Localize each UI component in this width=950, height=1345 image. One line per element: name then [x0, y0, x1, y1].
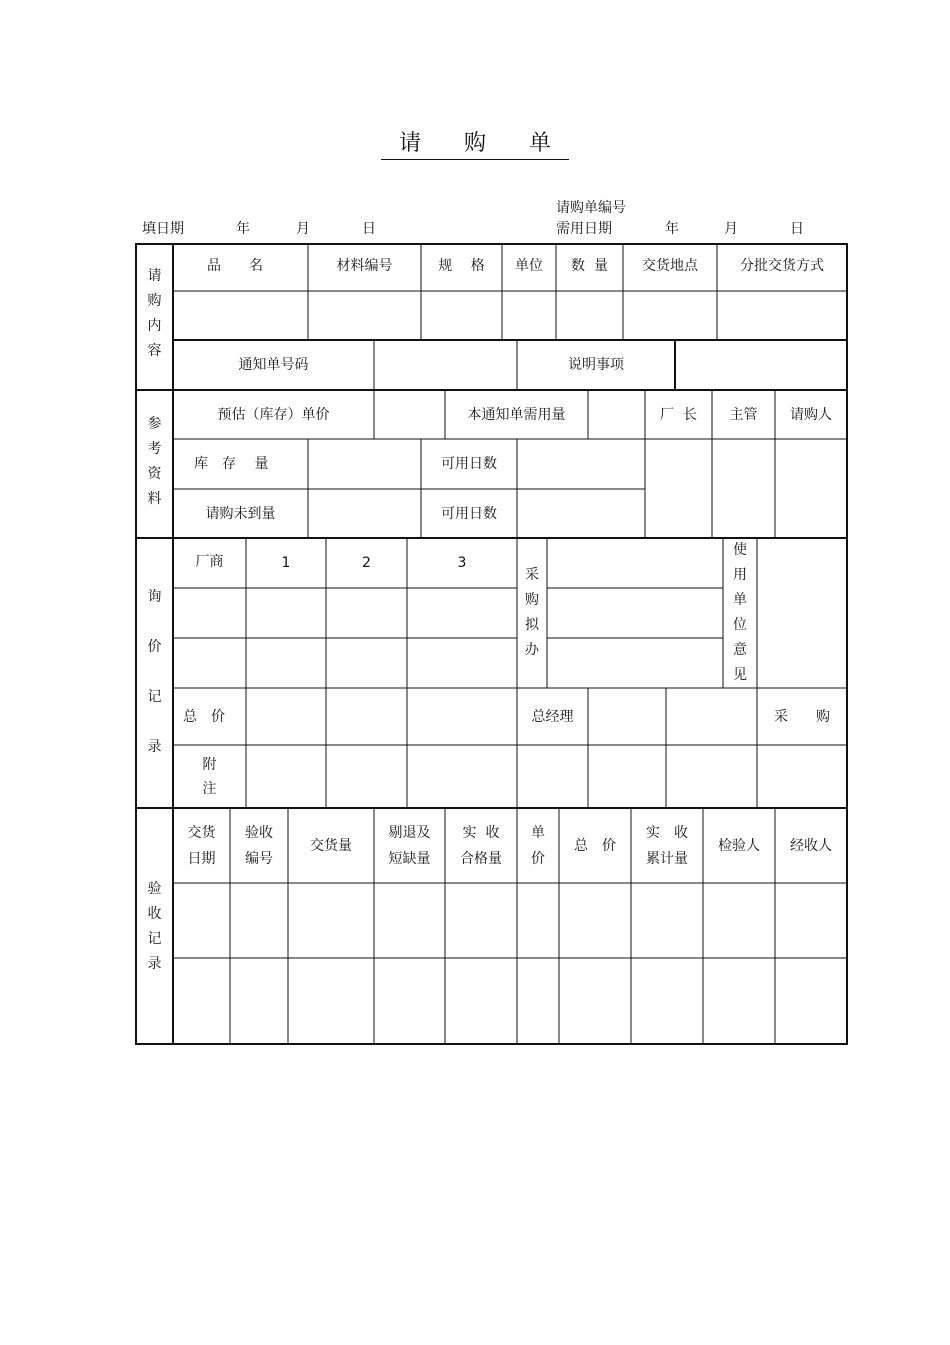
total-price-label: 总 价 [183, 708, 225, 725]
col-quantity: 数 量 [571, 258, 608, 274]
col-inspection-no: 验收 编号 [245, 824, 273, 867]
available-days-label-2: 可用日数 [441, 505, 497, 522]
supervisor-label: 主管 [729, 406, 758, 423]
col-cumulative-qty: 实 收 累计量 [646, 824, 688, 867]
col-delivery-qty: 交货量 [310, 837, 352, 854]
col-unit-price: 单 价 [531, 824, 545, 867]
col-delivery-date: 交货 日期 [187, 824, 216, 867]
col-batch-delivery: 分批交货方式 [740, 258, 824, 274]
required-qty-label: 本通知单需用量 [467, 406, 566, 423]
col-unit: 单位 [515, 258, 543, 274]
section-reference-label: 参 考 资 料 [147, 416, 162, 507]
vendor-2-label: 2 [362, 555, 371, 571]
fill-month-label: 月 [296, 221, 310, 237]
purchase-plan-label: 采 购 拟 办 [525, 567, 539, 658]
vendor-label: 厂商 [195, 554, 224, 570]
section-acceptance-label: 验 收 记 录 [147, 881, 162, 972]
factory-head-label: 厂 长 [660, 406, 697, 423]
need-month-label: 月 [724, 221, 738, 237]
general-manager-label: 总经理 [531, 708, 574, 725]
order-number-label: 请购单编号 [556, 200, 626, 216]
section-inquiry-label: 询 价 记 录 [147, 589, 162, 755]
col-total-price: 总 价 [574, 837, 616, 854]
user-opinion-label: 使 用 单 位 意 见 [733, 542, 747, 683]
col-material-no: 材料编号 [336, 258, 393, 274]
fill-date-label: 填日期 [142, 221, 184, 237]
available-days-label-1: 可用日数 [441, 456, 497, 472]
fill-year-label: 年 [236, 221, 250, 237]
notes-label: 附 注 [202, 756, 217, 797]
vendor-1-label: 1 [281, 555, 291, 571]
col-receiver: 经收人 [790, 837, 832, 854]
requester-label: 请购人 [790, 406, 832, 423]
remarks-label: 说明事项 [568, 357, 624, 373]
col-inspector: 检验人 [718, 837, 760, 854]
col-spec: 规 格 [438, 258, 485, 274]
col-qualified-qty: 实 收 合格量 [460, 824, 502, 867]
page-title: 请 购 单 [0, 126, 950, 160]
col-item-name: 品 名 [207, 258, 263, 274]
notice-number-label: 通知单号码 [238, 357, 309, 373]
stock-qty-label: 库 存 量 [194, 456, 269, 472]
section-content-label: 请 购 内 容 [147, 268, 162, 359]
estimated-price-label: 预估（库存）单价 [217, 406, 330, 423]
need-day-label: 日 [790, 221, 804, 237]
vendor-3-label: 3 [457, 555, 467, 571]
fill-day-label: 日 [362, 221, 376, 237]
undelivered-qty-label: 请购未到量 [205, 505, 276, 522]
col-delivery-place: 交货地点 [642, 258, 698, 274]
need-date-label: 需用日期 [556, 221, 612, 237]
need-year-label: 年 [665, 221, 679, 237]
purchasing-label: 采 购 [774, 708, 830, 725]
col-rejected-short: 剔退及 短缺量 [388, 824, 431, 867]
